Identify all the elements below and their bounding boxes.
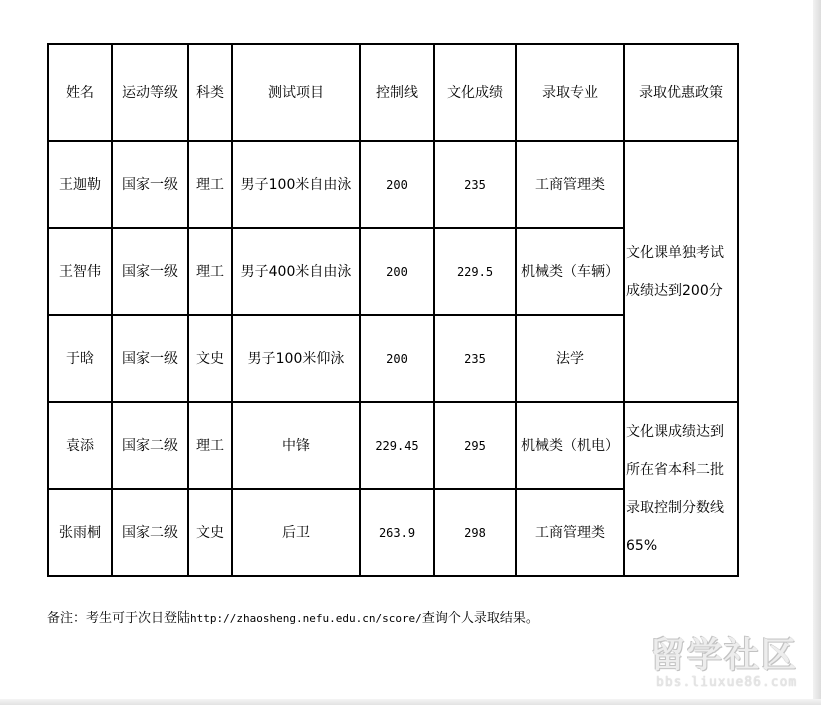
header-cell: 测试项目 <box>232 44 360 141</box>
score-cell: 295 <box>434 402 516 489</box>
major-cell: 机械类（机电） <box>516 402 624 489</box>
category-cell: 理工 <box>188 141 232 228</box>
score-url: http://zhaosheng.nefu.edu.cn/score/ <box>190 612 422 625</box>
score-cell: 229.5 <box>434 228 516 315</box>
header-cell: 姓名 <box>48 44 112 141</box>
level-cell: 国家一级 <box>112 315 188 402</box>
level-cell: 国家二级 <box>112 489 188 576</box>
control-cell: 263.9 <box>360 489 434 576</box>
category-cell: 理工 <box>188 402 232 489</box>
header-cell: 录取专业 <box>516 44 624 141</box>
header-cell: 运动等级 <box>112 44 188 141</box>
table-row <box>48 402 738 489</box>
header-cell: 科类 <box>188 44 232 141</box>
footnote-suffix: 查询个人录取结果。 <box>421 611 539 626</box>
level-cell: 国家一级 <box>112 228 188 315</box>
policy-cell: 文化课成绩达到所在省本科二批录取控制分数线65% <box>624 402 738 576</box>
name-cell: 袁添 <box>48 402 112 489</box>
name-cell: 王迦勒 <box>48 141 112 228</box>
footnote <box>47 607 539 626</box>
header-row <box>48 44 738 141</box>
policy-cell: 文化课单独考试成绩达到200分 <box>624 141 738 402</box>
event-cell: 后卫 <box>232 489 360 576</box>
admission-table <box>47 43 739 577</box>
event-cell: 男子100米仰泳 <box>232 315 360 402</box>
header-cell: 录取优惠政策 <box>624 44 738 141</box>
event-cell: 男子400米自由泳 <box>232 228 360 315</box>
watermark-logo <box>650 636 810 692</box>
footnote-prefix: 备注：考生可于次日登陆 <box>47 611 191 626</box>
category-cell: 理工 <box>188 228 232 315</box>
control-cell: 229.45 <box>360 402 434 489</box>
header-cell: 文化成绩 <box>434 44 516 141</box>
event-cell: 男子100米自由泳 <box>232 141 360 228</box>
score-cell: 298 <box>434 489 516 576</box>
score-cell: 235 <box>434 315 516 402</box>
watermark-title: 留学社区 <box>650 636 799 676</box>
header-cell: 控制线 <box>360 44 434 141</box>
category-cell: 文史 <box>188 489 232 576</box>
page-edge-bottom <box>0 699 821 705</box>
level-cell: 国家二级 <box>112 402 188 489</box>
name-cell: 张雨桐 <box>48 489 112 576</box>
level-cell: 国家一级 <box>112 141 188 228</box>
control-cell: 200 <box>360 315 434 402</box>
watermark-url: bbs.liuxue86.com <box>656 675 798 690</box>
page-edge-right <box>813 0 821 705</box>
name-cell: 于晗 <box>48 315 112 402</box>
control-cell: 200 <box>360 228 434 315</box>
name-cell: 王智伟 <box>48 228 112 315</box>
major-cell: 工商管理类 <box>516 141 624 228</box>
table-row <box>48 141 738 228</box>
score-cell: 235 <box>434 141 516 228</box>
category-cell: 文史 <box>188 315 232 402</box>
event-cell: 中锋 <box>232 402 360 489</box>
control-cell: 200 <box>360 141 434 228</box>
major-cell: 工商管理类 <box>516 489 624 576</box>
major-cell: 法学 <box>516 315 624 402</box>
major-cell: 机械类（车辆） <box>516 228 624 315</box>
